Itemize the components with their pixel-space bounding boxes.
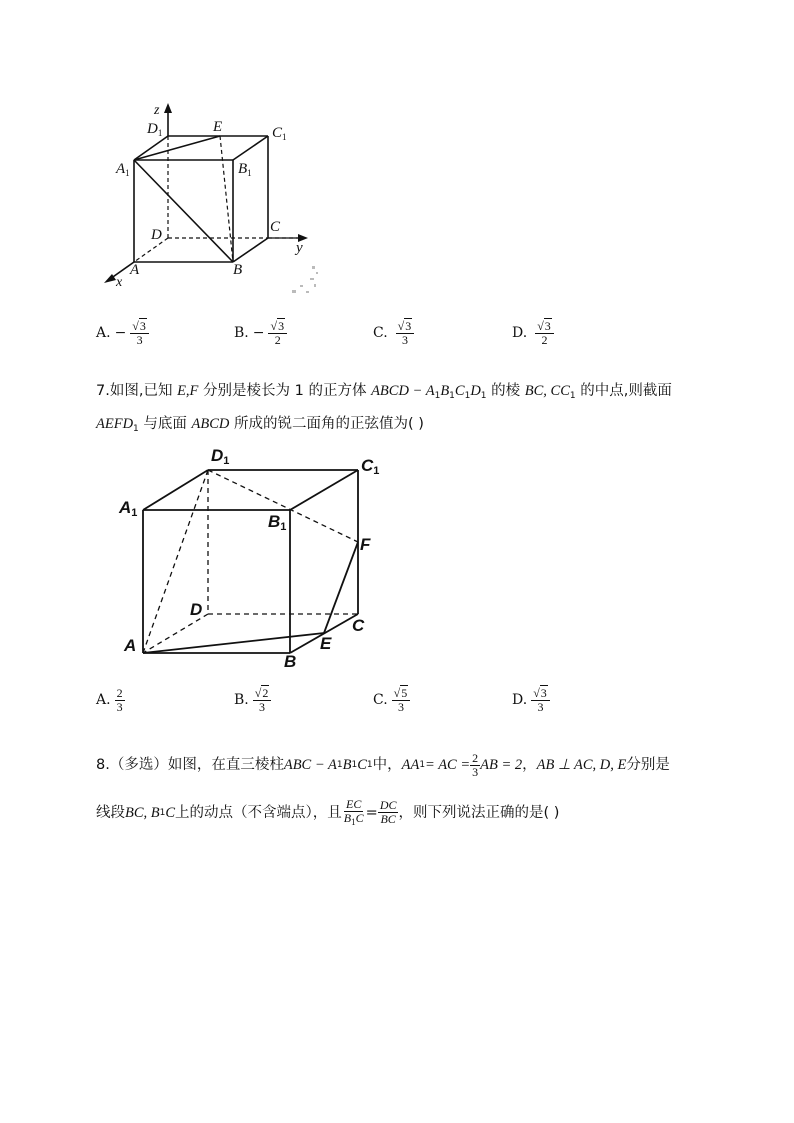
label-D: D	[151, 227, 162, 243]
option-fraction: $\frac{√3}{2}$	[268, 320, 287, 346]
label-B1: $B_1$	[238, 161, 252, 178]
label2-B1: $B_1$	[268, 512, 287, 533]
option-sign: −	[114, 325, 127, 342]
label-E: E	[213, 119, 223, 135]
option-letter: D.	[512, 692, 528, 709]
label-z: z	[154, 103, 160, 118]
option-2[interactable]	[234, 687, 271, 713]
label-B: B	[233, 262, 243, 278]
q7-line-1: 7.如图,已知 E,F 分别是棱长为 1 的正方体 ABCD − $A_1B_1C_1D_1$ 的棱 BC, $CC_1$ 的中点,则截面	[96, 383, 672, 401]
option-fraction: $\frac{2}{3}$	[116, 686, 123, 714]
option-1[interactable]	[96, 687, 125, 713]
option-fraction: $\frac{√5}{3}$	[392, 687, 411, 713]
option-3[interactable]	[373, 687, 410, 713]
q8-line-1: 8.（多选）如图，在直三棱柱 ABC − A 1 B 1 C 1 中， AA 1 = AC = $\frac{2}{3}$ AB = 2 ， AB ⊥ AC , D, E 分别是	[96, 751, 670, 779]
label2-F: F	[360, 535, 371, 554]
option-letter: D.	[512, 325, 528, 342]
label2-D1: $D_1$	[211, 446, 230, 467]
option-letter: A.	[96, 325, 111, 342]
label-A: A	[130, 262, 140, 278]
option-letter: B.	[234, 325, 249, 342]
option-fraction: $\frac{√3}{3}$	[396, 320, 415, 346]
label2-B: B	[284, 652, 297, 671]
q8-line-2: 线段 BC, B 1 C 上的动点（不含端点），且 $\frac{EC}{B_1C}$ = $\frac{DC}{BC}$ ，则下列说法正确的是( )	[96, 797, 560, 827]
option-4[interactable]	[512, 687, 550, 713]
option-sign: −	[252, 325, 265, 342]
label-D1: $D_1$	[147, 121, 163, 138]
option-letter: C.	[373, 692, 388, 709]
option-fraction: $\frac{√2}{3}$	[253, 687, 272, 713]
q7-line-2: $AEFD_1$ 与底面 ABCD 所成的锐二面角的正弦值为( )	[96, 416, 424, 434]
label2-D: D	[190, 600, 203, 619]
label2-E: E	[320, 634, 332, 653]
label-A1: $A_1$	[116, 161, 130, 178]
label-C: C	[270, 219, 281, 235]
label2-C1: $C_1$	[361, 456, 380, 477]
label2-A1: $A_1$	[119, 498, 138, 519]
option-fraction: $\frac{√3}{3}$	[531, 687, 550, 713]
label-y: y	[296, 240, 303, 256]
option-fraction: $\frac{√3}{3}$	[130, 320, 149, 346]
label2-C: C	[352, 616, 365, 635]
option-fraction: $\frac{√3}{2}$	[535, 320, 554, 346]
option-letter: C.	[373, 325, 388, 342]
label-x: x	[116, 275, 123, 290]
option-letter: B.	[234, 692, 249, 709]
label-C1: $C_1$	[272, 125, 287, 142]
option-letter: A.	[96, 692, 111, 709]
label2-A: A	[124, 636, 137, 655]
